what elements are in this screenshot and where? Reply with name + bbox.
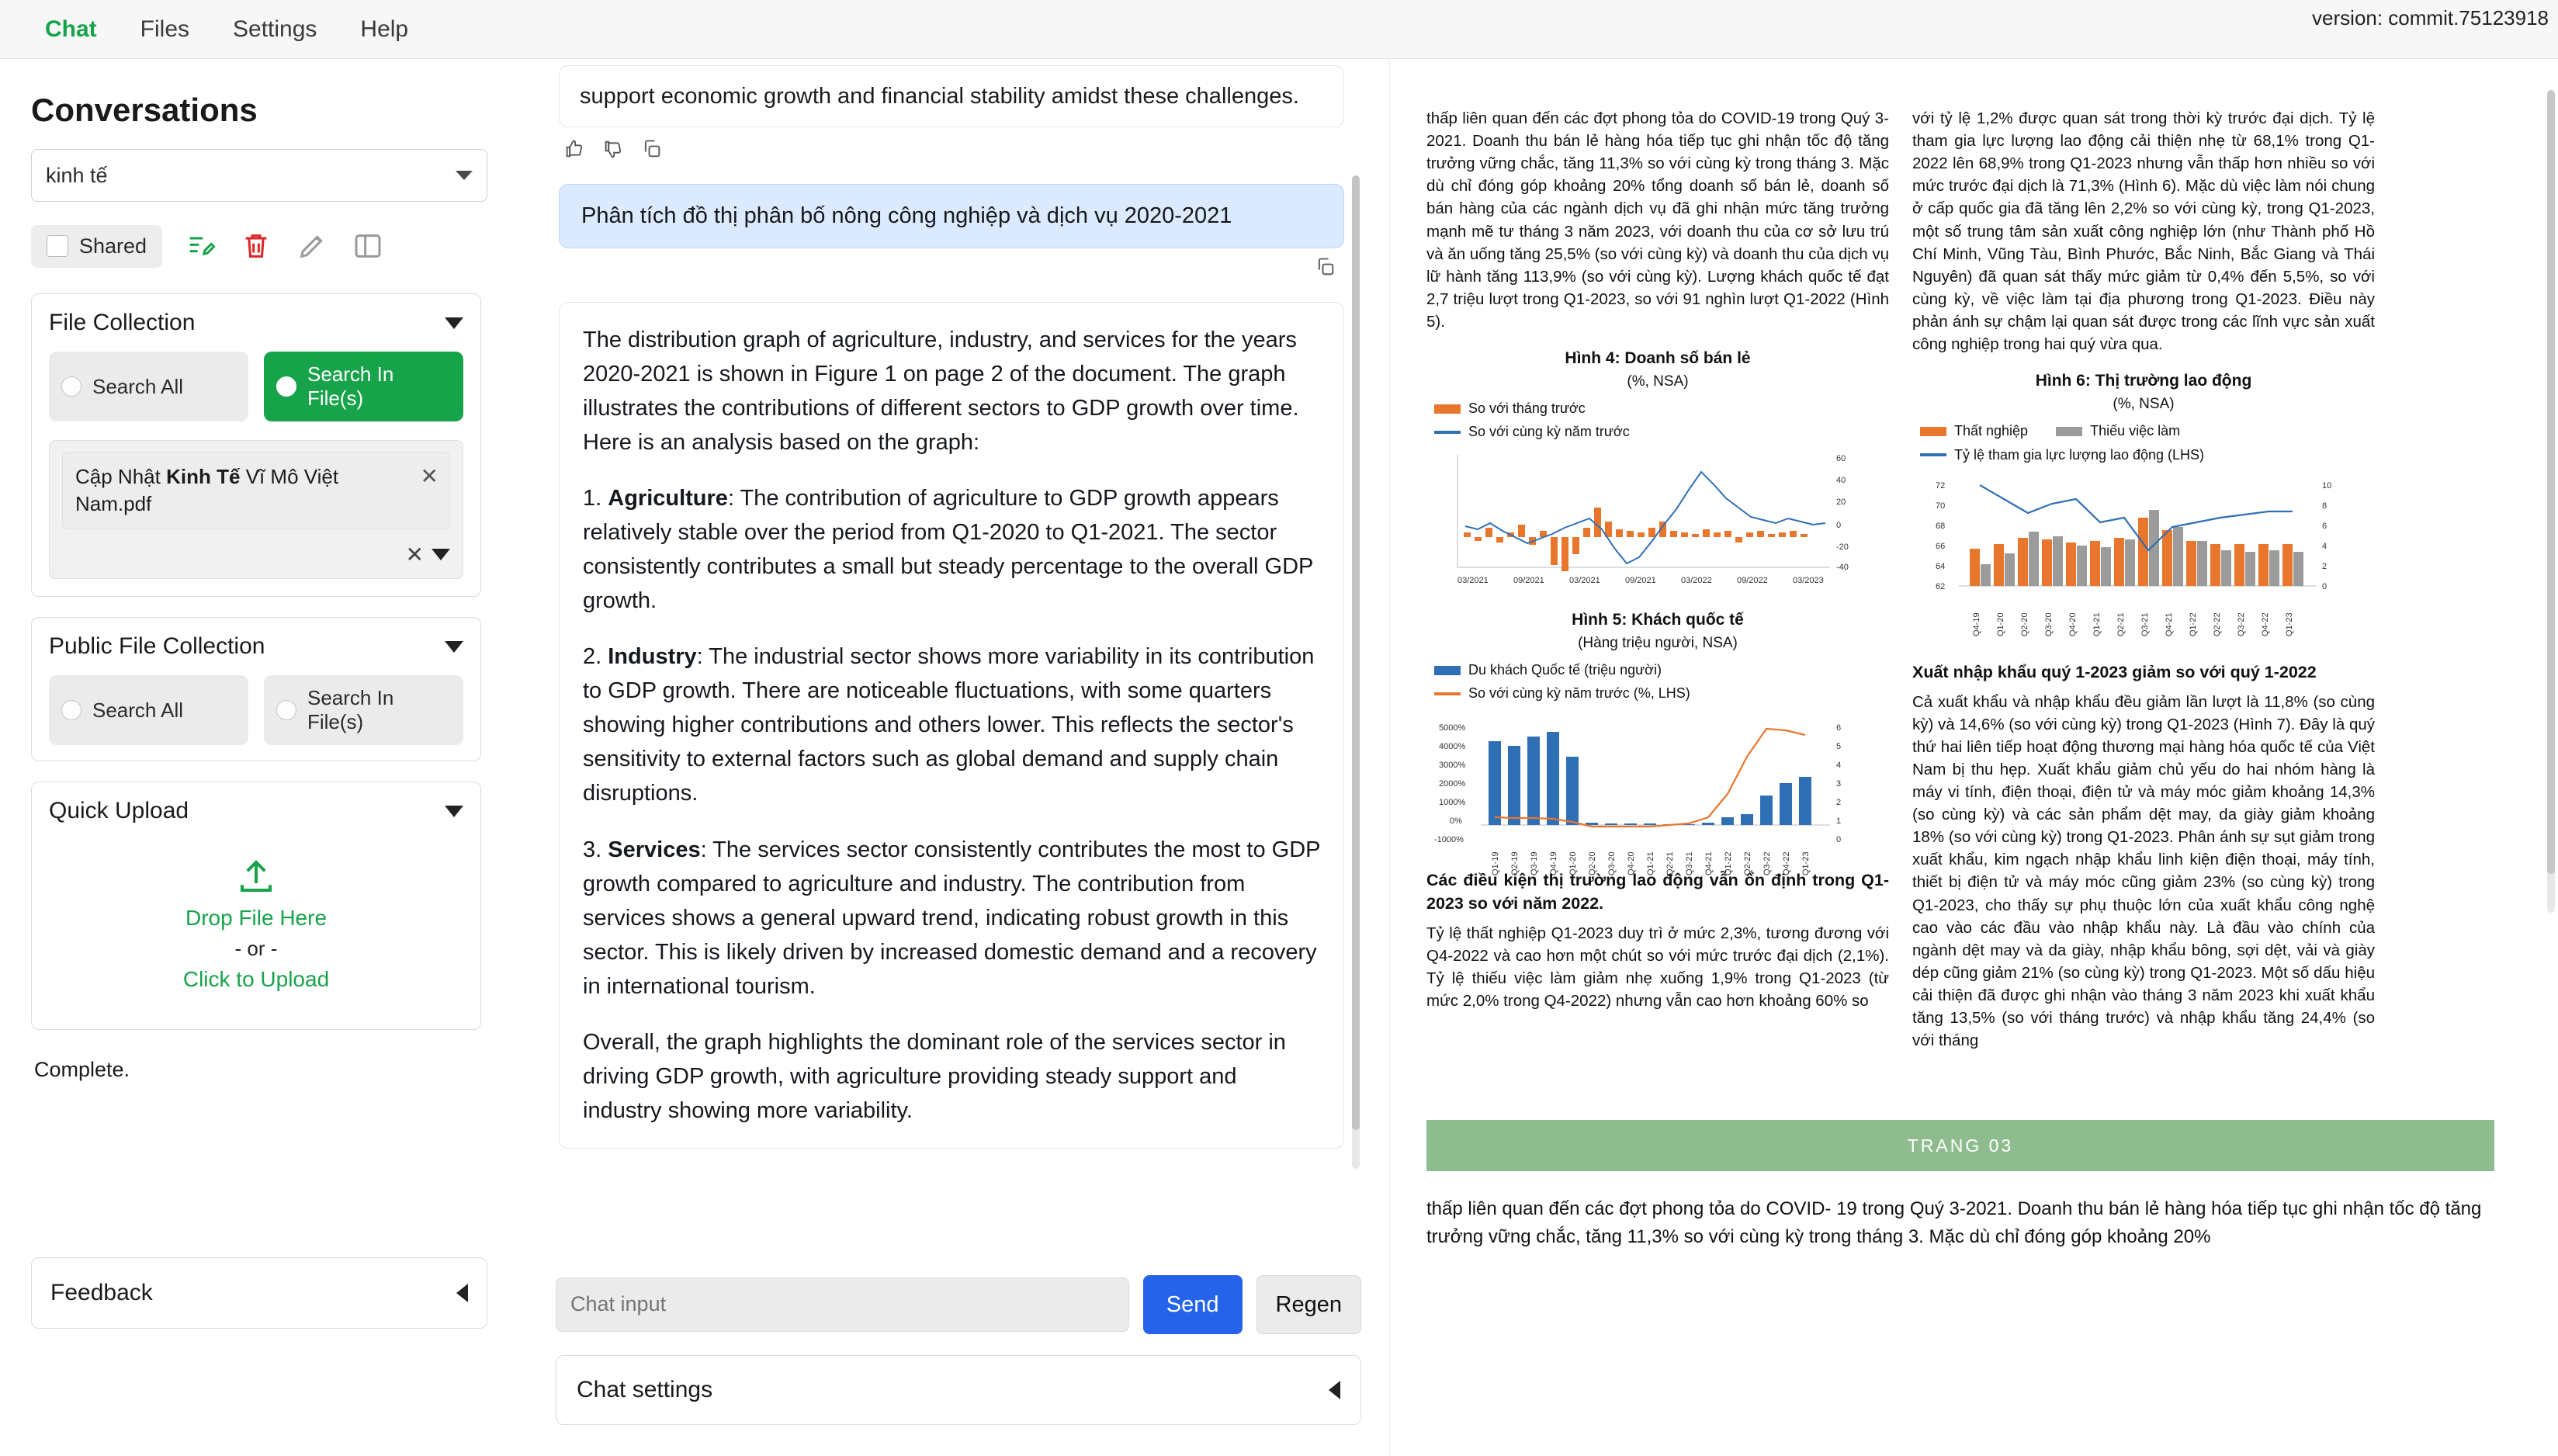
legend-swatch-line: [1920, 453, 1946, 456]
next-page-preview-text: thấp liên quan đến các đợt phong tỏa do COVID- 19 trong Quý 3-2021. Doanh thu bán lẻ hàng hóa tiếp tục ghi nhận tốc độ tăng trưởng vững chắc, tăng 11,3% so với cùng kỳ trong tháng 3. Mặc dù chỉ đóng góp khoảng 20%: [1426, 1198, 2482, 1247]
assistant-paragraph-overall: [583, 1025, 1320, 1128]
pdf-columns: [1426, 107, 2494, 1064]
svg-text:5: 5: [1836, 741, 1842, 751]
assistant-paragraph-industry-text: 2. Industry: The industrial sector shows more variability in its contribution to GDP growth. There are noticeable fluctuations, with some quarters showing higher contributions and others lower. This reflects the sector's sensitivity to external factors such as global demand and supply chain disruptions.: [583, 644, 1315, 806]
figure-4-subtitle: (%, NSA): [1627, 373, 1689, 390]
svg-text:66: 66: [1936, 542, 1946, 552]
svg-text:Q1-19: Q1-19: [1491, 851, 1500, 875]
svg-text:Q1-21: Q1-21: [1646, 851, 1655, 875]
svg-text:Q1-21: Q1-21: [2092, 612, 2102, 637]
figure-5-title: Hình 5: Khách quốc tế: [1572, 610, 1744, 629]
svg-text:72: 72: [1936, 481, 1946, 491]
legend-item: [1434, 399, 1889, 419]
chat-input[interactable]: [556, 1277, 1129, 1332]
file-box-footer: [62, 542, 450, 567]
public-file-collection-title: Public File Collection: [49, 633, 265, 660]
nav-tab-files[interactable]: Files: [140, 16, 190, 42]
chevron-down-icon: [456, 171, 473, 180]
chat-settings-title: Chat settings: [577, 1377, 713, 1402]
svg-text:Q4-19: Q4-19: [1972, 612, 1981, 637]
public-search-all-label: Search All: [92, 698, 184, 722]
shared-label: Shared: [79, 234, 147, 258]
file-dropzone[interactable]: [32, 832, 480, 1029]
figure-4-title: Hình 4: Doanh số bán lẻ: [1565, 349, 1751, 368]
svg-text:03/2021: 03/2021: [1458, 575, 1489, 585]
svg-text:Q3-22: Q3-22: [2237, 612, 2246, 637]
svg-text:Q1-20: Q1-20: [1568, 851, 1578, 875]
nav-tab-chat[interactable]: Chat: [45, 16, 97, 42]
top-navigation-bar: [0, 0, 2558, 59]
assistant-paragraph-overall-text: Overall, the graph highlights the dominant role of the services sector in driving GDP growth, with agriculture providing steady support and industry showing more variability.: [583, 1029, 1286, 1124]
legend-label: Du khách Quốc tế (triệu người): [1468, 661, 1662, 678]
figure-6-svg: [1912, 470, 2375, 648]
quick-upload-header[interactable]: [32, 782, 480, 832]
trade-section-title: Xuất nhập khẩu quý 1-2023 giảm so với quý 1-2022: [1912, 663, 2317, 682]
svg-text:Q2-22: Q2-22: [2213, 612, 2222, 637]
svg-text:4: 4: [1836, 760, 1842, 770]
svg-text:Q4-22: Q4-22: [1782, 851, 1791, 875]
svg-text:2: 2: [2322, 562, 2328, 572]
legend-swatch-bar-2: [2056, 427, 2082, 436]
shared-toggle[interactable]: [31, 225, 162, 268]
user-message: [559, 184, 1344, 248]
chevron-down-icon[interactable]: [445, 317, 463, 329]
figure-6-title: Hình 6: Thị trường lao động: [2035, 372, 2252, 390]
trade-section-text: Cả xuất khẩu và nhập khẩu đều giảm lần lượt là 11,8% (so cùng kỳ) và 14,6% (so với cùng kỳ) trong Q1-2023 (Hình 7). Đây là quý thứ hai liên tiếp hoạt động thương mại hàng hóa quốc tế của Việt Nam bị thu hẹp. Xuất khẩu giảm chủ yếu do hai nhóm hàng là máy vi tính, điện thoại, điện tử và máy móc giảm khoảng 14,3% (so cùng kỳ) và các sản phẩm dệt may, da giày giảm khoảng 18% (so với cùng kỳ) trong Q1-2023. Phân ánh sự sụt giảm trong xuất khẩu, kim ngạch nhập khẩu linh kiện điện thoại, máy tính, thiết bị điện tử và máy móc cũng giảm 23% (so cùng kỳ) trong Q1-2023, cho thấy sự phụ thuộc lớn của xuất khẩu công nghệ cao vào các đầu vào nhập khẩu này. Là đầu vào chính của ngành dệt may và da giày, nhập khẩu bông, sợi dệt, vải và giày dép cũng giảm 21% (so cùng kỳ) trong Q1-2023. Một số dấu hiệu cải thiện đã được ghi nhận vào tháng 3 năm 2023 khi xuất khẩu tăng 13,5% (so với tháng trước) và nhập khẩu tăng 24,4% (so với tháng: [1912, 692, 2375, 1050]
shared-checkbox[interactable]: [47, 235, 68, 257]
user-message-text: Phân tích đồ thị phân bố nông công nghiệp và dịch vụ 2020-2021: [581, 203, 1232, 228]
assistant-paragraph-intro: The distribution graph of agriculture, industry, and services for the years 2020-2021 is shown in Figure 1 on page 2 of the document. The graph illustrates the contributions of different sectors to GDP growth over time. Here is an analysis based on the graph:: [583, 327, 1299, 455]
svg-text:5000%: 5000%: [1439, 723, 1466, 733]
public-file-collection-scope: [32, 667, 480, 761]
legend-swatch-bar: [1920, 427, 1946, 436]
svg-text:-20: -20: [1836, 542, 1849, 552]
legend-item: [1920, 445, 2375, 466]
assistant-paragraph-services: [583, 833, 1320, 1004]
svg-text:Q1-22: Q1-22: [2189, 612, 2198, 637]
svg-text:68: 68: [1936, 522, 1946, 532]
document-scrollbar-thumb[interactable]: [2547, 90, 2555, 874]
svg-text:64: 64: [1936, 562, 1946, 572]
svg-text:4000%: 4000%: [1439, 741, 1466, 751]
file-collection-scope: [32, 344, 480, 437]
svg-text:Q4-20: Q4-20: [2068, 612, 2078, 637]
svg-text:03/2022: 03/2022: [1681, 575, 1712, 585]
svg-text:09/2021: 09/2021: [1625, 575, 1656, 585]
assistant-message: [559, 302, 1344, 1149]
rename-conversation-button[interactable]: [294, 228, 330, 264]
copy-icon[interactable]: [1315, 256, 1336, 282]
legend-item: [1434, 660, 1889, 681]
figure-6-chart: [1912, 470, 2375, 648]
upload-icon: [235, 855, 277, 901]
svg-text:Q2-21: Q2-21: [1665, 851, 1675, 875]
svg-text:6: 6: [2322, 522, 2328, 532]
svg-text:70: 70: [1936, 501, 1946, 511]
svg-text:03/2023: 03/2023: [1793, 575, 1824, 585]
file-collection-search-in-files[interactable]: [264, 352, 463, 421]
svg-text:3: 3: [1836, 778, 1842, 789]
legend-item: [1434, 684, 1889, 704]
svg-text:Q3-21: Q3-21: [1685, 851, 1694, 875]
pdf-right-paragraph: với tỷ lệ 1,2% được quan sát trong thời kỳ trước đại dịch. Tỷ lệ tham gia lực lượng lao động cải thiện nhẹ từ 68,1% trong Q1-2022 lên 68,9% trong Q1-2023 nhưng vẫn thấp hơn nhiều so với mức trước đại dịch là 71,3% (Hình 6). Mặc dù việc làm nói chung ở cấp quốc gia đã tăng lên 2,2% so với cùng kỳ, trong Q1-2023, một số trung tâm sản xuất công nghiệp lớn (như Thành phố Hồ Chí Minh, Vũng Tàu, Bình Phước, Bắc Ninh, Bắc Giang và Thái Nguyên) đã quan sát thấy mức giảm từ 0,4% đến 5,5%, so với cùng kỳ, về việc làm tại địa phương trong Q1-2023. Điều này phản ánh sự chậm lại quan sát được trong các lĩnh vực sản xuất công nghiệp trong hai quý vừa qua.: [1912, 109, 2375, 354]
chevron-down-icon[interactable]: [445, 641, 463, 653]
file-collection-panel: [31, 293, 481, 597]
labor-section-title: Các điều kiện thị trường lao động vẫn ổn định trong Q1-2023 so với năm 2022.: [1426, 870, 1889, 913]
version-label: version: commit.75123918: [2312, 6, 2549, 29]
svg-text:1000%: 1000%: [1439, 797, 1466, 807]
figure-5-chart: [1426, 709, 1889, 875]
toggle-panel-button[interactable]: [350, 228, 386, 264]
svg-text:Q4-21: Q4-21: [1704, 851, 1714, 875]
file-collection-search-all[interactable]: [49, 352, 248, 421]
svg-text:0: 0: [1836, 834, 1842, 844]
remove-file-icon[interactable]: ✕: [420, 464, 438, 488]
svg-text:Q1-20: Q1-20: [1996, 612, 2005, 637]
svg-text:Q3-22: Q3-22: [1763, 851, 1772, 875]
conversation-select-value: kinh tế: [46, 163, 108, 187]
svg-text:Q3-21: Q3-21: [2140, 612, 2150, 637]
svg-text:Q2-19: Q2-19: [1510, 851, 1520, 875]
assistant-message-truncated: [559, 65, 1344, 127]
svg-text:1: 1: [1836, 816, 1842, 826]
message-actions: [528, 127, 1367, 164]
legend-label: So với cùng kỳ năm trước (%, LHS): [1468, 685, 1690, 702]
figure-5-svg: [1426, 709, 1889, 887]
chat-composer: [528, 1258, 1389, 1351]
legend-item: [1920, 421, 2375, 442]
chat-scrollbar-thumb[interactable]: [1352, 175, 1360, 1130]
chat-message-list: [528, 59, 1367, 1254]
feedback-panel[interactable]: [31, 1257, 487, 1329]
upload-or-text: - or -: [234, 937, 278, 961]
feedback-title: Feedback: [50, 1280, 153, 1305]
svg-text:0%: 0%: [1450, 816, 1462, 826]
selected-file-item[interactable]: [62, 452, 450, 529]
assistant-paragraph-agriculture: [583, 481, 1320, 618]
svg-text:62: 62: [1936, 582, 1946, 592]
svg-text:Q4-19: Q4-19: [1549, 851, 1558, 875]
copy-icon[interactable]: [641, 138, 663, 164]
nav-tab-settings[interactable]: Settings: [233, 16, 317, 42]
assistant-paragraph-services-text: 3. Services: The services sector consistently contributes the most to GDP growth compared to agriculture and industry. The contribution from services shows a general upward trend, indicating robust growth in this sector. This is likely driven by increased domestic demand and a recovery in international tourism.: [583, 837, 1320, 999]
legend-label: Tỷ lệ tham gia lực lượng lao động (LHS): [1954, 446, 2205, 463]
chevron-down-icon[interactable]: [432, 549, 450, 560]
figure-6-legend: [1920, 421, 2375, 465]
legend-label: Thất nghiệp: [1954, 422, 2029, 439]
labor-section-text: Tỷ lệ thất nghiệp Q1-2023 duy trì ở mức 2,3%, tương đương với Q4-2022 và cao hơn một chút so với mức trước đại dịch (2,1%). Tỷ lệ thiếu việc làm giảm nhẹ xuống 1,9% trong Q1-2023 (từ mức 2,0% trong Q4-2022) nhưng vẫn cao hơn khoảng 60% so: [1426, 924, 1889, 1011]
svg-text:3000%: 3000%: [1439, 760, 1466, 770]
file-collection-title: File Collection: [49, 310, 196, 335]
figure-4-legend: [1434, 399, 1889, 442]
svg-text:20: 20: [1836, 497, 1846, 507]
file-collection-search-in-files-label: Search In File(s): [307, 362, 394, 410]
regen-button[interactable]: Regen: [1256, 1275, 1361, 1334]
svg-text:Q4-21: Q4-21: [2165, 612, 2174, 637]
svg-text:0: 0: [2322, 582, 2328, 592]
pdf-left-column: [1426, 107, 1889, 1064]
pdf-right-column: [1912, 107, 2375, 1064]
svg-text:40: 40: [1836, 475, 1846, 485]
clear-files-icon[interactable]: ✕: [405, 543, 424, 567]
figure-5-legend: [1434, 660, 1889, 704]
chat-column: [528, 59, 1389, 1456]
thumbs-down-icon[interactable]: [602, 138, 624, 164]
svg-text:Q2-22: Q2-22: [1743, 851, 1752, 875]
figure-4-svg: [1426, 447, 1889, 591]
legend-swatch-line: [1434, 431, 1461, 434]
svg-text:Q1-23: Q1-23: [2285, 612, 2294, 637]
chat-scrollbar[interactable]: [1352, 175, 1360, 1169]
nav-tab-help[interactable]: Help: [360, 16, 409, 42]
chevron-down-icon[interactable]: [445, 806, 463, 817]
page-number-banner: TRANG 03: [1426, 1120, 2494, 1171]
svg-text:Q2-20: Q2-20: [1588, 851, 1597, 875]
conversation-toolbar: [31, 219, 481, 273]
legend-swatch-line: [1434, 692, 1461, 695]
pdf-page: [1397, 68, 2524, 1357]
quick-upload-title: Quick Upload: [49, 798, 189, 824]
column-divider: [1389, 59, 1390, 1456]
chevron-left-icon[interactable]: [456, 1284, 468, 1302]
new-conversation-button[interactable]: [182, 228, 218, 264]
chat-settings-panel[interactable]: [556, 1355, 1361, 1425]
svg-text:09/2021: 09/2021: [1513, 575, 1544, 585]
svg-text:10: 10: [2322, 481, 2332, 491]
selected-files-box: [49, 440, 463, 579]
svg-text:Q2-20: Q2-20: [2020, 612, 2029, 637]
figure-5-subtitle: (Hàng triệu người, NSA): [1578, 634, 1738, 651]
figure-6-subtitle: (%, NSA): [2113, 396, 2175, 413]
public-search-in-files-label: Search In File(s): [307, 686, 394, 734]
svg-text:0: 0: [1836, 520, 1842, 530]
conversation-select[interactable]: [31, 149, 487, 202]
svg-text:2: 2: [1836, 797, 1842, 807]
document-viewer: [1397, 59, 2558, 1456]
legend-label: So với cùng kỳ năm trước: [1468, 424, 1630, 440]
svg-text:8: 8: [2322, 501, 2328, 511]
svg-text:2000%: 2000%: [1439, 778, 1466, 789]
delete-conversation-button[interactable]: [238, 228, 274, 264]
public-file-collection-panel: [31, 617, 481, 761]
svg-text:4: 4: [2322, 542, 2328, 552]
page-title: Conversations: [31, 92, 258, 128]
assistant-paragraph-industry: [583, 640, 1320, 810]
radio-icon: [61, 700, 81, 720]
upload-status: Complete.: [34, 1058, 130, 1082]
svg-text:6: 6: [1836, 723, 1842, 733]
user-message-actions: [528, 248, 1367, 282]
public-file-collection-header[interactable]: [32, 618, 480, 667]
assistant-message-truncated-text: support economic growth and financial stability amidst these challenges.: [580, 84, 1299, 109]
svg-text:Q3-20: Q3-20: [1607, 851, 1617, 875]
figure-4-chart: [1426, 447, 1889, 595]
svg-text:03/2021: 03/2021: [1569, 575, 1600, 585]
drop-file-text: Drop File Here: [185, 906, 328, 931]
svg-text:Q4-20: Q4-20: [1627, 851, 1636, 875]
public-search-all[interactable]: [49, 675, 248, 745]
assistant-paragraph-agriculture-text: 1. Agriculture: The contribution of agriculture to GDP growth appears relatively stable over the period from Q1-2020 to Q1-2021. The sector consistently contributes a small but steady percentage to the overall GDP growth.: [583, 485, 1313, 614]
sidebar: [0, 59, 512, 1456]
radio-icon: [276, 700, 296, 720]
legend-swatch-bar: [1434, 404, 1461, 414]
svg-text:-40: -40: [1836, 562, 1849, 572]
public-search-in-files[interactable]: [264, 675, 463, 745]
radio-icon-selected: [276, 376, 296, 397]
svg-text:Q1-22: Q1-22: [1724, 851, 1733, 875]
send-button[interactable]: Send: [1143, 1275, 1243, 1334]
svg-text:60: 60: [1836, 453, 1846, 463]
file-collection-search-all-label: Search All: [92, 374, 184, 398]
chevron-left-icon[interactable]: [1329, 1381, 1340, 1399]
svg-text:Q4-22: Q4-22: [2261, 612, 2270, 637]
legend-label: So với tháng trước: [1468, 400, 1586, 416]
svg-text:Q2-21: Q2-21: [2116, 612, 2126, 637]
svg-text:09/2022: 09/2022: [1737, 575, 1768, 585]
click-to-upload-link[interactable]: Click to Upload: [182, 967, 330, 992]
svg-text:Q3-19: Q3-19: [1530, 851, 1539, 875]
svg-text:Q3-20: Q3-20: [2044, 612, 2054, 637]
document-scrollbar[interactable]: [2547, 90, 2555, 913]
svg-text:-1000%: -1000%: [1434, 834, 1464, 844]
svg-text:Q1-23: Q1-23: [1801, 851, 1811, 875]
legend-label: Thiếu việc làm: [2090, 422, 2181, 439]
quick-upload-panel: [31, 782, 481, 1030]
thumbs-up-icon[interactable]: [563, 138, 585, 164]
radio-icon: [61, 376, 81, 397]
pdf-left-paragraph: thấp liên quan đến các đợt phong tỏa do COVID-19 trong Quý 3-2021. Doanh thu bán lẻ hàng hóa tiếp tục ghi nhận tốc độ tăng trưởng vững chắc, tăng 11,3% so với cùng kỳ trong tháng 3. Mặc dù chỉ đóng góp khoảng 20% tổng doanh số bán lẻ, doanh số bán hàng của các ngành dịch vụ đã ghi nhận mức tăng trưởng mạnh mẽ tư tháng 3 năm 2023, với doanh thu của cơ sở lưu trú và ăn uống tăng 25,5% (so với cùng kỳ) và doanh thu của dịch vụ lữ hành tăng 113,9% (so với cùng kỳ). Lượng khách quốc tế đạt 2,7 triệu lượt trong Q1-2023, so với 91 nghìn lượt Q1-2022 (Hình 5).: [1426, 109, 1889, 331]
legend-swatch-bar: [1434, 666, 1461, 675]
legend-item: [1434, 422, 1889, 442]
selected-file-name: Cập Nhật Kinh Tế Vĩ Mô Việt Nam.pdf: [75, 465, 339, 516]
file-collection-header[interactable]: [32, 294, 480, 344]
